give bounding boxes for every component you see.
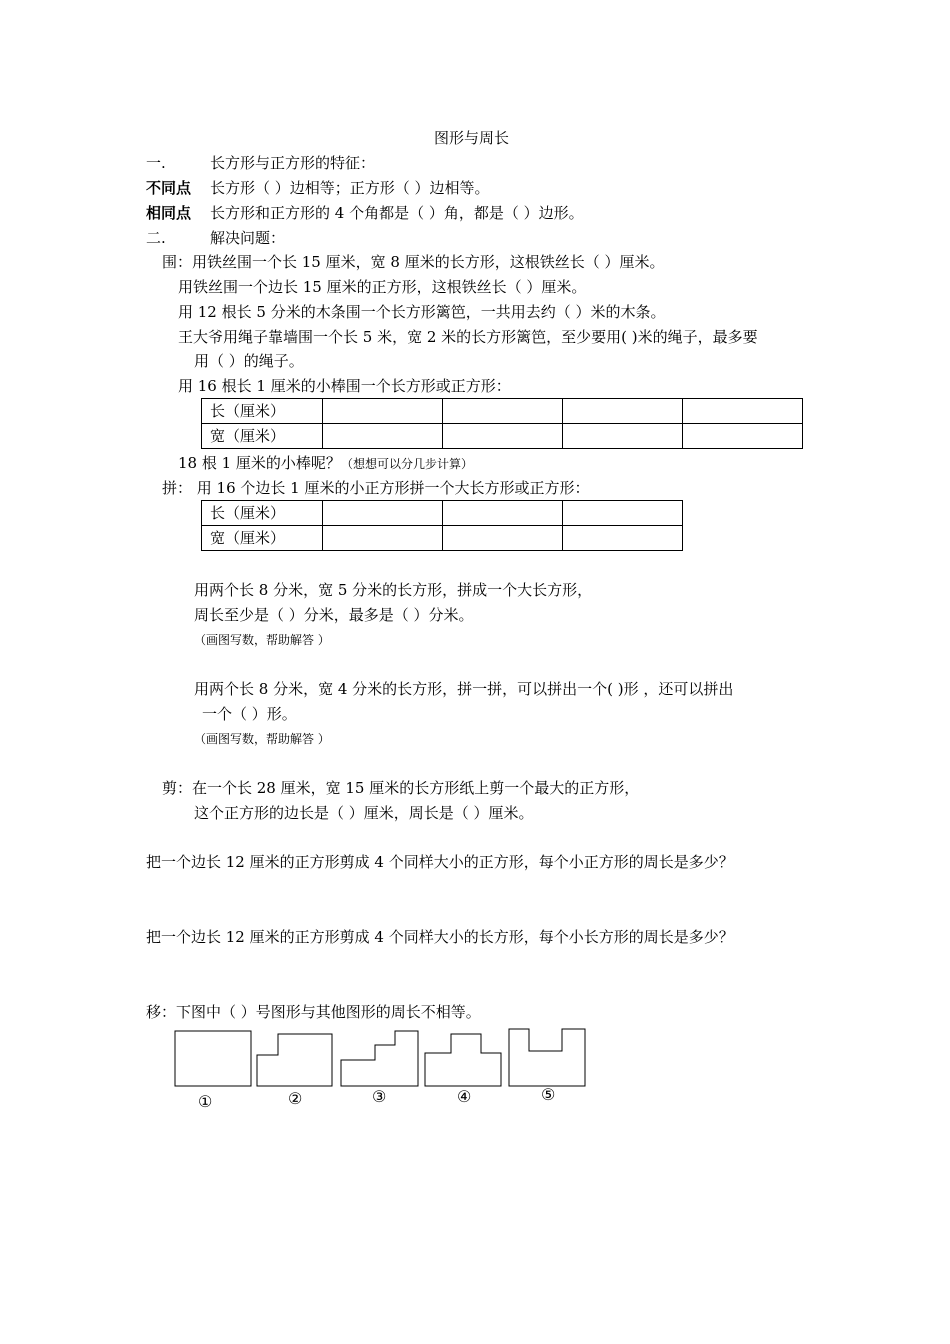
answer-cell[interactable] xyxy=(563,526,683,551)
answer-cell[interactable] xyxy=(683,399,803,424)
answer-cell[interactable] xyxy=(563,399,683,424)
difference-text: 长方形（ ）边相等；正方形（ ）边相等。 xyxy=(210,179,490,197)
row-label-length: 长（厘米） xyxy=(202,501,323,526)
wei-question-6-note: （想想可以分几步计算） xyxy=(340,457,473,471)
jian-question-3: 把一个边长 12 厘米的正方形剪成 4 个同样大小的长方形，每个小长方形的周长是多少？ xyxy=(146,928,734,946)
similarity-text: 长方形和正方形的 4 个角都是（ ）角，都是（ ）边形。 xyxy=(210,204,584,222)
figure-1-label: ① xyxy=(198,1092,213,1111)
pin-question-1: 拼： 用 16 个边长 1 厘米的小正方形拼一个大长方形或正方形： xyxy=(162,479,590,497)
jian-question-1-line-2: 这个正方形的边长是（ ）厘米，周长是（ ）厘米。 xyxy=(194,804,534,822)
pin-note-1: （画图写数，帮助解答 ） xyxy=(194,633,330,647)
answer-cell[interactable] xyxy=(323,526,443,551)
similarity-label: 相同点 xyxy=(146,204,192,222)
pin-question-3-line-2: 一个（ ）形。 xyxy=(202,705,297,723)
difference-label: 不同点 xyxy=(146,179,192,197)
answer-cell[interactable] xyxy=(323,424,443,449)
figure-3-staircase-shape xyxy=(341,1031,418,1086)
page-title: 图形与周长 xyxy=(434,129,510,147)
perimeter-figures xyxy=(170,1025,600,1095)
answer-cell[interactable] xyxy=(323,501,443,526)
pin-answer-table xyxy=(201,500,683,551)
figure-5-u-shape xyxy=(509,1029,585,1086)
section-two-number: 二. xyxy=(146,229,166,247)
answer-cell[interactable] xyxy=(443,399,563,424)
pin-question-2-line-2: 周长至少是（ ）分米，最多是（ ）分米。 xyxy=(194,606,474,624)
wei-question-2: 用铁丝围一个边长 15 厘米的正方形，这根铁丝长（ ）厘米。 xyxy=(178,278,587,296)
wei-question-3: 用 12 根长 5 分米的木条围一个长方形篱笆，一共用去约（ ）米的木条。 xyxy=(178,303,666,321)
figure-4-notched-shape xyxy=(425,1034,501,1086)
yi-question-1: 移：下图中（ ）号图形与其他图形的周长不相等。 xyxy=(146,1003,481,1021)
wei-question-5: 用 16 根长 1 厘米的小棒围一个长方形或正方形： xyxy=(178,377,511,395)
pin-question-2-line-1: 用两个长 8 分米，宽 5 分米的长方形，拼成一个大长方形， xyxy=(194,581,593,599)
wei-question-1: 围：用铁丝围一个长 15 厘米，宽 8 厘米的长方形，这根铁丝长（ ）厘米。 xyxy=(162,253,665,271)
table-row xyxy=(202,501,683,526)
answer-cell[interactable] xyxy=(683,424,803,449)
answer-cell[interactable] xyxy=(443,424,563,449)
wei-question-4-line-1: 王大爷用绳子靠墙围一个长 5 米，宽 2 米的长方形篱笆，至少要用( )米的绳子，最多要 xyxy=(178,328,758,346)
wei-question-4-line-2: 用（ ）的绳子。 xyxy=(194,352,304,370)
jian-question-1-line-1: 剪：在一个长 28 厘米，宽 15 厘米的长方形纸上剪一个最大的正方形， xyxy=(162,779,640,797)
answer-cell[interactable] xyxy=(563,501,683,526)
figure-3-label: ③ xyxy=(372,1087,387,1106)
table-row xyxy=(202,399,803,424)
table-row xyxy=(202,526,683,551)
jian-question-2: 把一个边长 12 厘米的正方形剪成 4 个同样大小的正方形，每个小正方形的周长是多少？ xyxy=(146,853,734,871)
wei-question-6: 18 根 1 厘米的小棒呢？ xyxy=(178,454,341,472)
row-label-width: 宽（厘米） xyxy=(202,526,323,551)
answer-cell[interactable] xyxy=(563,424,683,449)
figure-5-label: ⑤ xyxy=(541,1085,556,1104)
section-one-heading: 长方形与正方形的特征： xyxy=(210,154,376,172)
pin-question-3-line-1: 用两个长 8 分米，宽 4 分米的长方形，拼一拼，可以拼出一个( )形 ，还可以拼出 xyxy=(194,680,734,698)
section-one-number: 一. xyxy=(146,154,166,172)
section-two-heading: 解决问题： xyxy=(210,229,286,247)
row-label-width: 宽（厘米） xyxy=(202,424,323,449)
figure-1-rectangle xyxy=(175,1031,251,1086)
figure-4-label: ④ xyxy=(457,1087,472,1106)
figure-2-label: ② xyxy=(288,1089,303,1108)
wei-answer-table xyxy=(201,398,803,449)
answer-cell[interactable] xyxy=(323,399,443,424)
figure-2-step-shape xyxy=(257,1034,332,1086)
answer-cell[interactable] xyxy=(443,526,563,551)
answer-cell[interactable] xyxy=(443,501,563,526)
pin-note-2: （画图写数，帮助解答 ） xyxy=(194,732,330,746)
row-label-length: 长（厘米） xyxy=(202,399,323,424)
table-row xyxy=(202,424,803,449)
